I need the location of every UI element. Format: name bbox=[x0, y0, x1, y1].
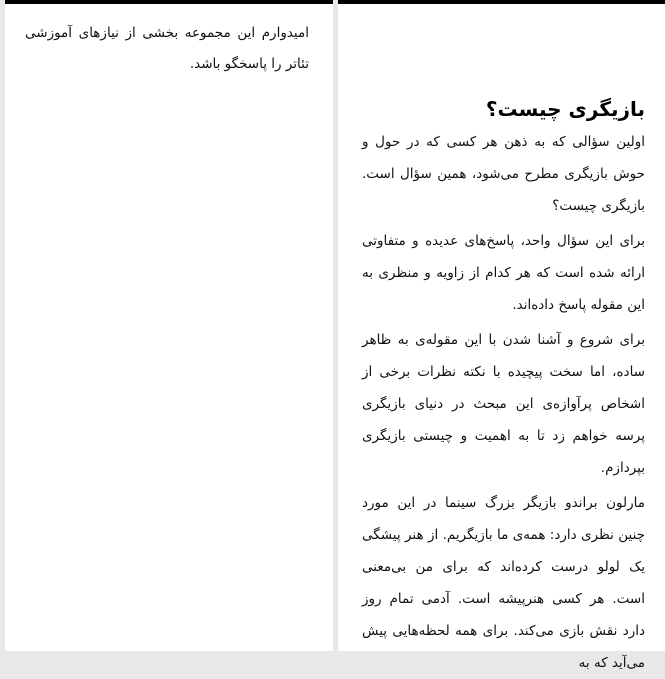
right-page-top-rule bbox=[338, 0, 665, 4]
left-page-text: امیدوارم این مجموعه بخشی از نیازهای آموزشی تئاتر را پاسخگو باشد. bbox=[25, 25, 309, 72]
paragraph-1: اولین سؤالی که به ذهن هر کسی که در حول و حوش بازیگری مطرح می‌شود، همین سؤال است. بازیگری چیست؟ bbox=[362, 134, 645, 214]
paragraph-2: برای این سؤال واحد، پاسخ‌های عدیده و متفاوتی ارائه شده است که هر کدام از زاویه و منظری به این مقوله پاسخ داده‌اند. bbox=[362, 233, 645, 313]
section-heading: بازیگری چیست؟ bbox=[485, 97, 645, 121]
paragraph-3: برای شروع و آشنا شدن با این مقوله‌ی به ظاهر ساده، اما سخت پیچیده با نکته نظرات برخی از اشخاص پرآوازه‌ی این مبحث در دنیای بازیگری پرسه خواهم زد تا به اهمیت و چیستی بازیگری بپردازم. bbox=[362, 332, 645, 476]
paragraph-4: مارلون براندو بازیگر بزرگ سینما در این مورد چنین نظری دارد: همه‌ی ما بازیگریم. از هنر پیشگی یک لولو درست کرده‌اند که برای من بی‌معنی است. هر کسی هنرپیشه است. آدمی تمام روز دارد نقش بازی می‌کند. برای همه لحظه‌هایی پیش می‌آید که به bbox=[362, 495, 645, 671]
left-page-top-rule bbox=[5, 0, 333, 4]
right-page bbox=[338, 0, 665, 671]
left-page bbox=[5, 0, 333, 651]
